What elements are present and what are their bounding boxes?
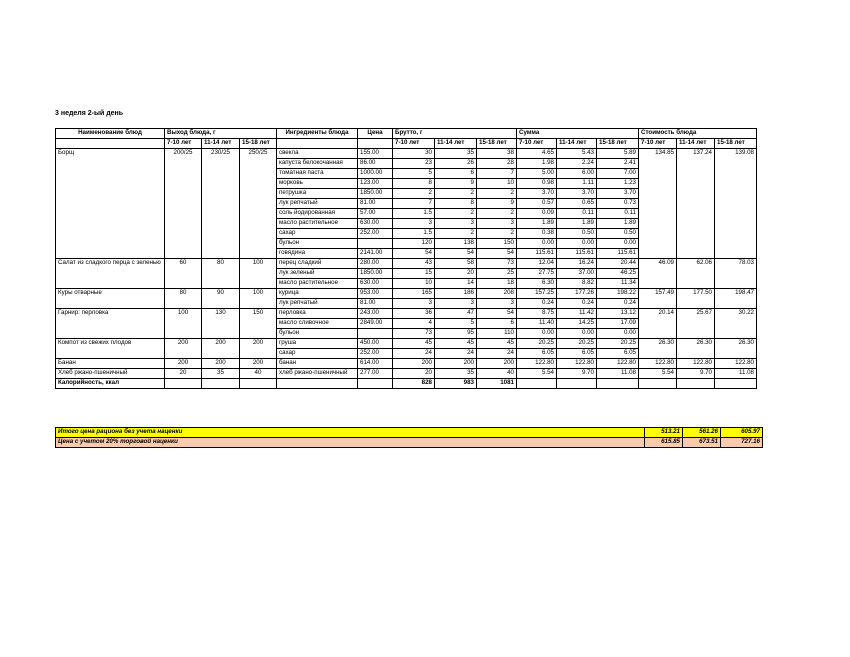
ingredient-brutto: 2 [477,189,517,199]
ingredient-brutto: 1.5 [393,229,435,239]
ingredient-sum: 0.50 [597,229,639,239]
ingredient-brutto: 18 [477,279,517,289]
ingredient-brutto: 3 [477,299,517,309]
ingredient-sum: 3.70 [597,189,639,199]
totals-value: 673.51 [683,438,721,448]
ingredient-price [358,329,393,339]
ingredient-sum: 115.61 [597,249,639,259]
dish-output: 100 [165,309,202,339]
ingredient-brutto: 9 [477,199,517,209]
ingredient-sum: 6.05 [597,349,639,359]
ingredient-brutto: 5 [435,319,477,329]
dish-output: 230/25 [202,149,240,259]
ingredient-brutto: 3 [435,299,477,309]
ingredient-sum: 5.00 [517,169,557,179]
ingredient-name: перловка [277,309,358,319]
dish-name: Борщ [56,149,165,259]
ingredient-sum: 177.26 [557,289,597,299]
totals-value: 615.85 [645,438,683,448]
ingredient-sum: 0.11 [597,209,639,219]
dish-output: 20 [165,369,202,379]
calories-value: 1081 [477,379,517,389]
dish-output: 35 [202,369,240,379]
ingredient-sum: 13.12 [597,309,639,319]
dish-cost: 5.54 [639,369,677,379]
ingredient-brutto: 15 [393,269,435,279]
dish-cost: 134.85 [639,149,677,259]
ingredient-brutto: 20 [435,269,477,279]
ingredient-name: томатная паста [277,169,358,179]
ingredient-brutto: 38 [477,149,517,159]
ingredient-sum: 7.00 [597,169,639,179]
dish-cost: 30.22 [715,309,757,339]
ingredient-sum: 0.00 [597,329,639,339]
dish-name: Салат из сладкого перца с зеленью [56,259,165,289]
ingredient-brutto: 26 [435,159,477,169]
age-header: 15-18 лет [240,139,277,149]
dish-cost: 20.14 [639,309,677,339]
header-sum: Сумма [517,129,639,139]
dish-output: 150 [240,309,277,339]
ingredient-sum: 5.54 [517,369,557,379]
age-header: 11-14 лет [677,139,715,149]
ingredient-sum: 4.65 [517,149,557,159]
dish-output: 200 [202,339,240,359]
dish-cost: 122.80 [715,359,757,369]
header-ingredients: Ингредиенты блюда [277,129,358,139]
ingredient-brutto: 3 [393,299,435,309]
ingredient-brutto: 200 [435,359,477,369]
ingredient-sum: 1.23 [597,179,639,189]
ingredient-sum: 1.89 [597,219,639,229]
dish-cost: 9.70 [677,369,715,379]
ingredient-price: 243.00 [358,309,393,319]
dish-name: Гарнир: перловка [56,309,165,339]
ingredient-brutto: 120 [393,239,435,249]
dish-output: 200 [202,359,240,369]
age-header: 7-10 лет [393,139,435,149]
dish-name: Компот из свежих плодов [56,339,165,359]
header-cost: Стоимость блюда [639,129,757,139]
dish-cost: 157.49 [639,289,677,309]
ingredient-brutto: 54 [435,249,477,259]
calories-label: Калорийность, ккал [56,379,165,389]
dish-cost: 26.30 [715,339,757,359]
ingredient-brutto: 73 [477,259,517,269]
ingredient-sum: 20.25 [557,339,597,349]
ingredient-sum: 1.98 [517,159,557,169]
dish-output: 130 [202,309,240,339]
ingredient-brutto: 9 [435,179,477,189]
dish-output: 250/25 [240,149,277,259]
ingredient-sum: 0.98 [517,179,557,189]
ingredient-sum: 20.25 [597,339,639,349]
ingredient-sum: 115.61 [557,249,597,259]
header-brutto: Брутто, г [393,129,517,139]
ingredient-brutto: 110 [477,329,517,339]
ingredient-price: 630.00 [358,219,393,229]
ingredient-sum: 6.00 [557,169,597,179]
age-header: 15-18 лет [597,139,639,149]
totals-value: 513.21 [645,428,683,438]
ingredient-sum: 11.08 [597,369,639,379]
ingredient-brutto: 6 [435,169,477,179]
dish-cost: 11.08 [715,369,757,379]
ingredient-sum: 115.61 [517,249,557,259]
ingredient-brutto: 7 [393,199,435,209]
dish-cost: 62.06 [677,259,715,289]
ingredient-brutto: 3 [477,219,517,229]
ingredient-name: масло растительное [277,219,358,229]
ingredient-brutto: 47 [435,309,477,319]
ingredient-sum: 2.24 [557,159,597,169]
header-price: Цена [358,129,393,139]
totals-row [56,428,763,438]
totals-row [56,438,763,448]
ingredient-sum: 0.57 [517,199,557,209]
ingredient-brutto: 10 [477,179,517,189]
ingredient-sum: 0.24 [557,299,597,309]
header-output: Выход блюда, г [165,129,277,139]
totals-label: Цена с учетом 20% торговой наценки [56,438,645,448]
totals-value: 605.97 [721,428,763,438]
ingredient-sum: 20.25 [517,339,557,349]
ingredient-name: бульон [277,329,358,339]
ingredient-brutto: 45 [435,339,477,349]
totals-value: 727.16 [721,438,763,448]
ingredient-brutto: 35 [435,149,477,159]
ingredient-brutto: 2 [435,189,477,199]
ingredient-sum: 1.11 [557,179,597,189]
ingredient-brutto: 8 [393,179,435,189]
ingredient-sum: 0.38 [517,229,557,239]
ingredient-brutto: 138 [435,239,477,249]
ingredient-sum: 0.73 [597,199,639,209]
age-header: 15-18 лет [477,139,517,149]
ingredient-price: 81.00 [358,199,393,209]
ingredient-sum: 6.30 [517,279,557,289]
ingredient-name: свекла [277,149,358,159]
ingredient-brutto: 25 [477,269,517,279]
ration-table [55,128,757,389]
ingredient-brutto: 24 [435,349,477,359]
dish-name: Куры отварные [56,289,165,309]
dish-output: 200 [165,359,202,369]
ingredient-name: масло сливочное [277,319,358,329]
ingredient-sum: 1.89 [517,219,557,229]
ingredient-sum: 8.75 [517,309,557,319]
age-header: 11-14 лет [557,139,597,149]
ingredient-sum: 122.80 [557,359,597,369]
calories-value: 983 [435,379,477,389]
ingredient-price: 57.00 [358,209,393,219]
ingredient-sum: 0.00 [597,239,639,249]
ingredient-row [56,289,757,299]
ingredient-price: 123.00 [358,179,393,189]
ingredient-name: курица [277,289,358,299]
dish-output: 100 [240,289,277,309]
dish-cost: 137.24 [677,149,715,259]
ingredient-name: сахар [277,349,358,359]
age-header: 11-14 лет [202,139,240,149]
ingredient-sum: 0.65 [557,199,597,209]
ingredient-sum: 198.22 [597,289,639,299]
ingredient-name: петрушка [277,189,358,199]
ingredient-brutto: 2 [393,189,435,199]
ingredient-sum: 122.80 [517,359,557,369]
ingredient-name: говядина [277,249,358,259]
ingredient-price: 280.00 [358,259,393,269]
ingredient-brutto: 2 [435,229,477,239]
ingredient-brutto: 36 [393,309,435,319]
ingredient-sum: 0.50 [557,229,597,239]
ingredient-brutto: 165 [393,289,435,299]
ingredient-brutto: 7 [477,169,517,179]
ingredient-brutto: 1.5 [393,209,435,219]
ingredient-sum: 0.24 [517,299,557,309]
calories-value: 828 [393,379,435,389]
totals-body [56,428,763,448]
ingredient-brutto: 200 [393,359,435,369]
ingredient-name: лук репчатый [277,199,358,209]
ingredient-name: перец сладкий [277,259,358,269]
ingredient-brutto: 73 [393,329,435,339]
ingredient-brutto: 2 [435,209,477,219]
ingredient-brutto: 20 [393,369,435,379]
ingredient-brutto: 95 [435,329,477,339]
ingredient-sum: 157.25 [517,289,557,299]
ingredient-sum: 37.00 [557,269,597,279]
ingredient-brutto: 150 [477,239,517,249]
ingredient-sum: 11.42 [557,309,597,319]
ingredient-sum: 17.09 [597,319,639,329]
ingredient-brutto: 54 [477,249,517,259]
ingredient-brutto: 186 [435,289,477,299]
ingredient-sum: 8.82 [557,279,597,289]
ingredient-sum: 0.24 [597,299,639,309]
dish-output: 100 [240,259,277,289]
ingredient-brutto: 208 [477,289,517,299]
ingredient-row [56,149,757,159]
ingredient-sum: 27.75 [517,269,557,279]
ingredient-name: сахар [277,229,358,239]
ingredient-name: капуста белокочанная [277,159,358,169]
ingredient-sum: 3.70 [517,189,557,199]
ingredient-price: 2849.00 [358,319,393,329]
ingredient-sum: 11.34 [597,279,639,289]
dish-output: 80 [165,289,202,309]
ingredient-brutto: 24 [393,349,435,359]
ingredient-sum: 122.80 [597,359,639,369]
ingredient-brutto: 45 [393,339,435,349]
age-header: 11-14 лет [435,139,477,149]
ingredient-brutto: 30 [393,149,435,159]
ingredient-brutto: 54 [393,249,435,259]
ingredient-brutto: 24 [477,349,517,359]
dish-cost: 177.50 [677,289,715,309]
dish-cost: 78.03 [715,259,757,289]
sheet-title: 3 неделя 2-ый день [55,110,124,117]
ingredient-sum: 0.00 [517,329,557,339]
header-row-2 [56,139,757,149]
ingredient-row [56,309,757,319]
dish-name: Хлеб ржано-пшеничный [56,369,165,379]
dish-output: 80 [202,259,240,289]
totals-value: 561.26 [683,428,721,438]
ingredient-price: 1850.00 [358,269,393,279]
ingredient-price: 86.00 [358,159,393,169]
ingredient-price [358,239,393,249]
ingredient-brutto: 3 [393,219,435,229]
ingredient-price: 277.00 [358,369,393,379]
ingredient-row [56,339,757,349]
ingredient-brutto: 28 [477,159,517,169]
header-row-1 [56,129,757,139]
ingredient-price: 630.00 [358,279,393,289]
ingredient-row [56,259,757,269]
ingredient-name: соль йодированная [277,209,358,219]
ingredient-brutto: 5 [393,169,435,179]
age-header: 7-10 лет [165,139,202,149]
ration-table-body [56,149,757,379]
ingredient-sum: 0.11 [557,209,597,219]
ingredient-name: бульон [277,239,358,249]
ingredient-sum: 9.70 [557,369,597,379]
ingredient-brutto: 8 [435,199,477,209]
dish-cost: 26.30 [639,339,677,359]
dish-name: Банан [56,359,165,369]
dish-output: 200 [240,359,277,369]
ingredient-brutto: 2 [477,209,517,219]
ingredient-row [56,369,757,379]
calories-row [56,379,757,389]
ingredient-row [56,359,757,369]
ingredient-name: масло растительное [277,279,358,289]
totals-table [55,427,763,448]
ingredient-name: банан [277,359,358,369]
dish-output: 200 [240,339,277,359]
age-header: 7-10 лет [517,139,557,149]
dish-output: 200/25 [165,149,202,259]
ingredient-sum: 0.00 [557,329,597,339]
header-dish: Наименование блюд [56,129,165,139]
ingredient-price: 155.00 [358,149,393,159]
ingredient-sum: 5.89 [597,149,639,159]
ingredient-price: 450.00 [358,339,393,349]
ingredient-brutto: 200 [477,359,517,369]
ingredient-brutto: 10 [393,279,435,289]
ingredient-brutto: 54 [477,309,517,319]
dish-cost: 139.08 [715,149,757,259]
ingredient-sum: 3.70 [557,189,597,199]
ingredient-sum: 1.89 [557,219,597,229]
ingredient-price: 1000.00 [358,169,393,179]
dish-cost: 25.67 [677,309,715,339]
ingredient-brutto: 14 [435,279,477,289]
ingredient-name: морковь [277,179,358,189]
ingredient-brutto: 35 [435,369,477,379]
age-header: 15-18 лет [715,139,757,149]
ingredient-sum: 5.43 [557,149,597,159]
ingredient-brutto: 58 [435,259,477,269]
ingredient-price: 252.00 [358,229,393,239]
ingredient-brutto: 2 [477,229,517,239]
ingredient-sum: 2.41 [597,159,639,169]
ingredient-sum: 16.24 [557,259,597,269]
dish-output: 40 [240,369,277,379]
ingredient-sum: 20.44 [597,259,639,269]
ingredient-name: груша [277,339,358,349]
dish-cost: 198.47 [715,289,757,309]
dish-cost: 46.09 [639,259,677,289]
ingredient-sum: 0.00 [517,239,557,249]
dish-output: 60 [165,259,202,289]
ingredient-name: лук репчатый [277,299,358,309]
totals-label: Итого цена рациона без учета наценки [56,428,645,438]
ingredient-sum: 6.05 [557,349,597,359]
ingredient-brutto: 40 [477,369,517,379]
ingredient-brutto: 45 [477,339,517,349]
ingredient-sum: 0.09 [517,209,557,219]
age-header: 7-10 лет [639,139,677,149]
ingredient-brutto: 43 [393,259,435,269]
ingredient-sum: 0.00 [557,239,597,249]
ingredient-sum: 6.05 [517,349,557,359]
ingredient-price: 81.00 [358,299,393,309]
ingredient-price: 614.00 [358,359,393,369]
ingredient-sum: 12.04 [517,259,557,269]
ingredient-price: 1850.00 [358,189,393,199]
dish-output: 200 [165,339,202,359]
dish-cost: 122.80 [639,359,677,369]
dish-cost: 26.30 [677,339,715,359]
ingredient-sum: 14.25 [557,319,597,329]
dish-cost: 122.80 [677,359,715,369]
ingredient-brutto: 6 [477,319,517,329]
ingredient-brutto: 23 [393,159,435,169]
ingredient-name: хлеб ржано-пшеничный [277,369,358,379]
ingredient-price: 953.00 [358,289,393,299]
ingredient-brutto: 3 [435,219,477,229]
ingredient-name: лук зеленый [277,269,358,279]
ingredient-price: 2141.00 [358,249,393,259]
ingredient-sum: 46.25 [597,269,639,279]
ingredient-price: 252.00 [358,349,393,359]
ingredient-sum: 11.40 [517,319,557,329]
dish-output: 90 [202,289,240,309]
ingredient-brutto: 4 [393,319,435,329]
